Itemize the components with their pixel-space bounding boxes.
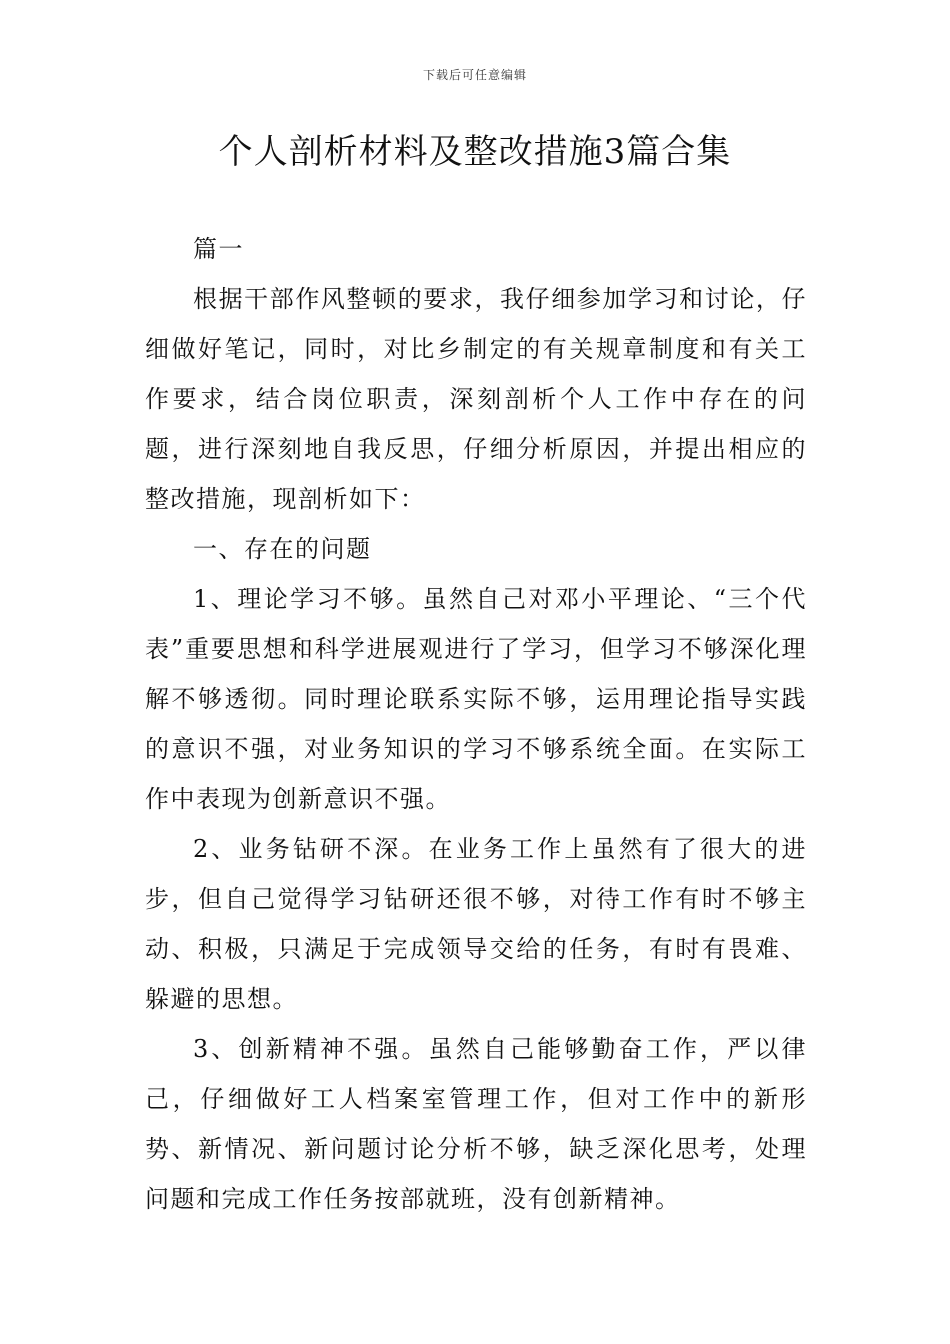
problem-paragraph-2: 2、业务钻研不深。在业务工作上虽然有了很大的进步，但自己觉得学习钻研还很不够，对待工作有时不够主动、积极，只满足于完成领导交给的任务，有时有畏难、躲避的思想。 bbox=[145, 835, 807, 1013]
section-heading-part-one: 篇一 bbox=[193, 235, 244, 263]
section-heading-problems: 一、存在的问题 bbox=[193, 535, 372, 563]
problem-paragraph-1: 1、理论学习不够。虽然自己对邓小平理论、“三个代表”重要思想和科学进展观进行了学习，但学习不够深化理解不够透彻。同时理论联系实际不够，运用理论指导实践的意识不强，对业务知识的学习不够系统全面。在实际工作中表现为创新意识不强。 bbox=[145, 585, 807, 813]
document-body bbox=[145, 224, 807, 1224]
problem-paragraph-3: 3、创新精神不强。虽然自己能够勤奋工作，严以律己，仔细做好工人档案室管理工作，但对工作中的新形势、新情况、新问题讨论分析不够，缺乏深化思考，处理问题和完成工作任务按部就班，没有创新精神。 bbox=[145, 1035, 807, 1213]
intro-paragraph: 根据干部作风整顿的要求，我仔细参加学习和讨论，仔细做好笔记，同时，对比乡制定的有关规章制度和有关工作要求，结合岗位职责，深刻剖析个人工作中存在的问题，进行深刻地自我反思，仔细分析原因，并提出相应的整改措施，现剖析如下： bbox=[145, 285, 807, 513]
header-note: 下载后可任意编辑 bbox=[422, 68, 527, 82]
document-title: 个人剖析材料及整改措施3篇合集 bbox=[218, 132, 732, 172]
